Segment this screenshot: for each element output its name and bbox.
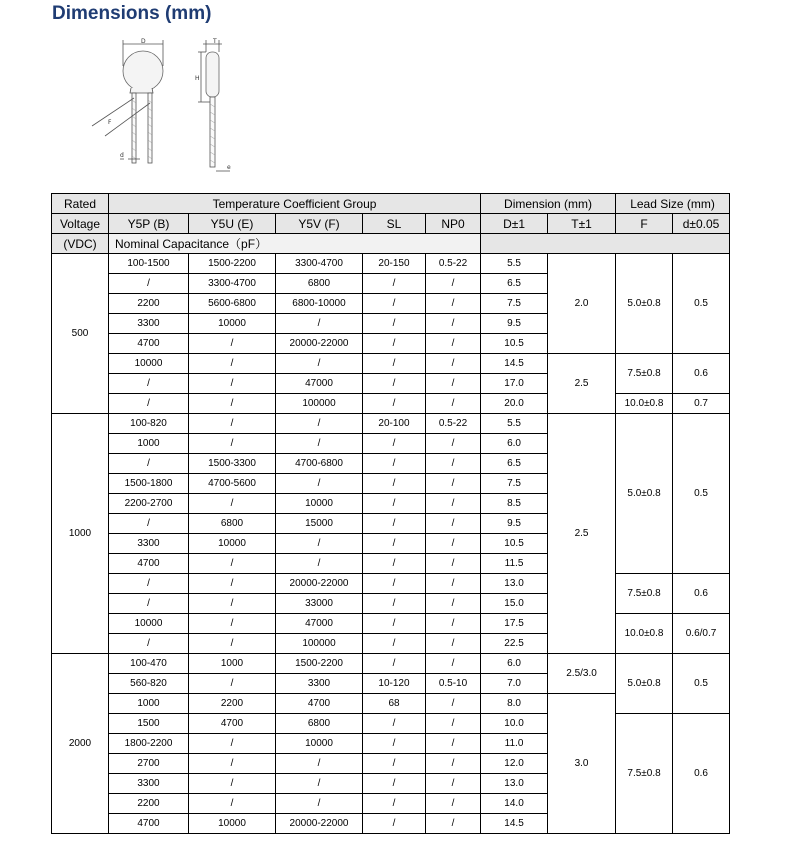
y5u-cell: 1500-3300 [189, 454, 276, 474]
y5v-cell: 33000 [276, 594, 363, 614]
header-voltage: Voltage [52, 214, 109, 234]
y5u-cell: 2200 [189, 694, 276, 714]
capacitor-dimension-diagram [90, 38, 270, 183]
sl-cell: / [363, 714, 426, 734]
capacitor-spec-table [51, 193, 730, 834]
y5p-cell: 10000 [109, 354, 189, 374]
d-cell: 11.5 [481, 554, 548, 574]
sl-cell: / [363, 354, 426, 374]
capacitor-side-body [206, 52, 219, 97]
y5u-cell: / [189, 574, 276, 594]
y5u-cell: / [189, 434, 276, 454]
y5u-cell: 4700-5600 [189, 474, 276, 494]
d-cell: 10.5 [481, 534, 548, 554]
y5p-cell: / [109, 274, 189, 294]
d-cell: 13.0 [481, 574, 548, 594]
d-cell: 6.0 [481, 654, 548, 674]
f-cell: 10.0±0.8 [616, 614, 673, 654]
y5u-cell: / [189, 614, 276, 634]
y5v-cell: 10000 [276, 494, 363, 514]
f-cell: 5.0±0.8 [616, 654, 673, 714]
d-cell: 7.5 [481, 474, 548, 494]
f-cell: 7.5±0.8 [616, 714, 673, 834]
np0-cell: / [426, 694, 481, 714]
y5v-cell: 1500-2200 [276, 654, 363, 674]
np0-cell: 0.5-22 [426, 414, 481, 434]
table-row [52, 254, 730, 274]
d-cell: 5.5 [481, 254, 548, 274]
y5v-cell: / [276, 794, 363, 814]
y5p-cell: 2200 [109, 294, 189, 314]
header-nominal-capacitance: Nominal Capacitance（pF） [109, 234, 481, 254]
d-cell: 22.5 [481, 634, 548, 654]
d-cell: 20.0 [481, 394, 548, 414]
sl-cell: / [363, 614, 426, 634]
lead-right [148, 93, 152, 163]
y5p-cell: / [109, 514, 189, 534]
y5v-cell: 4700-6800 [276, 454, 363, 474]
d-cell: 17.5 [481, 614, 548, 634]
header-t-tolerance: T±1 [548, 214, 616, 234]
header-lead-size: Lead Size (mm) [616, 194, 730, 214]
label-D: D [141, 38, 146, 45]
y5p-cell: 100-1500 [109, 254, 189, 274]
np0-cell: / [426, 494, 481, 514]
y5u-cell: 1500-2200 [189, 254, 276, 274]
rated-voltage-cell: 2000 [52, 654, 109, 834]
f-cell: 7.5±0.8 [616, 354, 673, 394]
y5v-cell: / [276, 554, 363, 574]
y5u-cell: 4700 [189, 714, 276, 734]
t-cell: 2.0 [548, 254, 616, 354]
np0-cell: / [426, 714, 481, 734]
y5u-cell: 3300-4700 [189, 274, 276, 294]
y5u-cell: / [189, 734, 276, 754]
header-dimension: Dimension (mm) [481, 194, 616, 214]
sl-cell: / [363, 654, 426, 674]
np0-cell: / [426, 394, 481, 414]
y5p-cell: 100-470 [109, 654, 189, 674]
y5p-cell: / [109, 594, 189, 614]
y5p-cell: 10000 [109, 614, 189, 634]
table-row [52, 354, 730, 374]
lead-diameter-cell: 0.7 [673, 394, 730, 414]
capacitor-body [123, 51, 163, 91]
y5p-cell: 3300 [109, 314, 189, 334]
y5u-cell: / [189, 374, 276, 394]
sl-cell: / [363, 374, 426, 394]
y5p-cell: 4700 [109, 554, 189, 574]
y5v-cell: 20000-22000 [276, 334, 363, 354]
y5v-cell: / [276, 534, 363, 554]
d-cell: 12.0 [481, 754, 548, 774]
np0-cell: / [426, 474, 481, 494]
sl-cell: / [363, 554, 426, 574]
sl-cell: / [363, 334, 426, 354]
y5u-cell: 10000 [189, 314, 276, 334]
capacitor-bead [130, 88, 153, 93]
sl-cell: / [363, 534, 426, 554]
sl-cell: / [363, 794, 426, 814]
d-cell: 14.5 [481, 814, 548, 834]
np0-cell: / [426, 734, 481, 754]
y5p-cell: / [109, 394, 189, 414]
t-cell: 2.5 [548, 414, 616, 654]
header-vdc: (VDC) [52, 234, 109, 254]
np0-cell: / [426, 754, 481, 774]
np0-cell: / [426, 354, 481, 374]
table-row [52, 654, 730, 674]
y5u-cell: / [189, 334, 276, 354]
y5p-cell: 560-820 [109, 674, 189, 694]
d-cell: 7.5 [481, 294, 548, 314]
sl-cell: 68 [363, 694, 426, 714]
table-row [52, 394, 730, 414]
np0-cell: / [426, 614, 481, 634]
sl-cell: / [363, 594, 426, 614]
y5u-cell: 1000 [189, 654, 276, 674]
y5u-cell: 10000 [189, 534, 276, 554]
y5p-cell: 1000 [109, 694, 189, 714]
lead-left [132, 93, 136, 163]
y5v-cell: / [276, 774, 363, 794]
np0-cell: / [426, 534, 481, 554]
d-cell: 8.5 [481, 494, 548, 514]
header-y5p: Y5P (B) [109, 214, 189, 234]
y5v-cell: 10000 [276, 734, 363, 754]
y5p-cell: 1500-1800 [109, 474, 189, 494]
y5p-cell: 2200 [109, 794, 189, 814]
y5u-cell: / [189, 774, 276, 794]
y5v-cell: / [276, 434, 363, 454]
rated-voltage-cell: 500 [52, 254, 109, 414]
np0-cell: 0.5-10 [426, 674, 481, 694]
y5p-cell: / [109, 634, 189, 654]
label-T: T [213, 38, 217, 45]
d-cell: 15.0 [481, 594, 548, 614]
d-cell: 14.0 [481, 794, 548, 814]
y5p-cell: / [109, 374, 189, 394]
y5v-cell: 6800 [276, 714, 363, 734]
lead-diameter-cell: 0.5 [673, 414, 730, 574]
np0-cell: / [426, 814, 481, 834]
header-y5u: Y5U (E) [189, 214, 276, 234]
header-d-tolerance: D±1 [481, 214, 548, 234]
sl-cell: / [363, 634, 426, 654]
header-f: F [616, 214, 673, 234]
y5u-cell: / [189, 754, 276, 774]
header-rated: Rated [52, 194, 109, 214]
header-np0: NP0 [426, 214, 481, 234]
d-cell: 5.5 [481, 414, 548, 434]
y5v-cell: 3300-4700 [276, 254, 363, 274]
label-F: F [108, 119, 112, 126]
np0-cell: / [426, 654, 481, 674]
header-sl: SL [363, 214, 426, 234]
rated-voltage-cell: 1000 [52, 414, 109, 654]
y5u-cell: / [189, 554, 276, 574]
y5p-cell: 1500 [109, 714, 189, 734]
d-cell: 14.5 [481, 354, 548, 374]
y5v-cell: / [276, 354, 363, 374]
y5p-cell: / [109, 454, 189, 474]
y5v-cell: 47000 [276, 374, 363, 394]
lead-diameter-cell: 0.6 [673, 714, 730, 834]
y5u-cell: / [189, 634, 276, 654]
y5u-cell: / [189, 674, 276, 694]
np0-cell: / [426, 314, 481, 334]
y5p-cell: 1800-2200 [109, 734, 189, 754]
d-cell: 11.0 [481, 734, 548, 754]
t-cell: 2.5 [548, 354, 616, 414]
sl-cell: / [363, 754, 426, 774]
y5p-cell: 2200-2700 [109, 494, 189, 514]
y5u-cell: / [189, 414, 276, 434]
d-cell: 17.0 [481, 374, 548, 394]
sl-cell: / [363, 494, 426, 514]
sl-cell: / [363, 314, 426, 334]
np0-cell: / [426, 514, 481, 534]
y5v-cell: 15000 [276, 514, 363, 534]
table-row [52, 614, 730, 634]
lead-diameter-cell: 0.6 [673, 574, 730, 614]
d-cell: 6.5 [481, 274, 548, 294]
np0-cell: 0.5-22 [426, 254, 481, 274]
np0-cell: / [426, 774, 481, 794]
y5p-cell: 4700 [109, 334, 189, 354]
header-temperature-coefficient-group: Temperature Coefficient Group [109, 194, 481, 214]
y5v-cell: 47000 [276, 614, 363, 634]
y5u-cell: 10000 [189, 814, 276, 834]
sl-cell: 20-150 [363, 254, 426, 274]
np0-cell: / [426, 574, 481, 594]
d-cell: 7.0 [481, 674, 548, 694]
f-cell: 5.0±0.8 [616, 414, 673, 574]
label-d: d [120, 152, 124, 159]
sl-cell: / [363, 394, 426, 414]
y5p-cell: 3300 [109, 774, 189, 794]
d-cell: 6.5 [481, 454, 548, 474]
header-y5v: Y5V (F) [276, 214, 363, 234]
table-row [52, 574, 730, 594]
y5v-cell: 100000 [276, 394, 363, 414]
y5p-cell: / [109, 574, 189, 594]
sl-cell: 20-100 [363, 414, 426, 434]
table-row [52, 714, 730, 734]
sl-cell: / [363, 294, 426, 314]
sl-cell: / [363, 274, 426, 294]
np0-cell: / [426, 554, 481, 574]
y5u-cell: / [189, 594, 276, 614]
label-H: H [195, 75, 200, 82]
lead-diameter-cell: 0.6 [673, 354, 730, 394]
y5v-cell: 4700 [276, 694, 363, 714]
y5v-cell: 20000-22000 [276, 814, 363, 834]
sl-cell: / [363, 474, 426, 494]
y5p-cell: 100-820 [109, 414, 189, 434]
sl-cell: 10-120 [363, 674, 426, 694]
lead-diameter-cell: 0.5 [673, 254, 730, 354]
t-cell: 3.0 [548, 694, 616, 834]
np0-cell: / [426, 274, 481, 294]
y5u-cell: / [189, 354, 276, 374]
np0-cell: / [426, 454, 481, 474]
d-cell: 10.0 [481, 714, 548, 734]
y5p-cell: 1000 [109, 434, 189, 454]
page-title: Dimensions (mm) [52, 3, 212, 24]
y5v-cell: / [276, 314, 363, 334]
sl-cell: / [363, 734, 426, 754]
f-cell: 10.0±0.8 [616, 394, 673, 414]
y5u-cell: 6800 [189, 514, 276, 534]
f-cell: 5.0±0.8 [616, 254, 673, 354]
d-cell: 6.0 [481, 434, 548, 454]
sl-cell: / [363, 434, 426, 454]
table-body [52, 254, 730, 834]
np0-cell: / [426, 374, 481, 394]
sl-cell: / [363, 774, 426, 794]
sl-cell: / [363, 454, 426, 474]
sl-cell: / [363, 814, 426, 834]
d-cell: 13.0 [481, 774, 548, 794]
np0-cell: / [426, 634, 481, 654]
lead-diameter-cell: 0.6/0.7 [673, 614, 730, 654]
y5u-cell: / [189, 394, 276, 414]
header-lead-diameter: d±0.05 [673, 214, 730, 234]
d-cell: 9.5 [481, 314, 548, 334]
y5p-cell: 4700 [109, 814, 189, 834]
y5v-cell: 3300 [276, 674, 363, 694]
y5p-cell: 3300 [109, 534, 189, 554]
np0-cell: / [426, 434, 481, 454]
y5v-cell: 100000 [276, 634, 363, 654]
d-cell: 8.0 [481, 694, 548, 714]
lead-diameter-cell: 0.5 [673, 654, 730, 714]
header-blank [481, 234, 730, 254]
np0-cell: / [426, 334, 481, 354]
d-cell: 10.5 [481, 334, 548, 354]
d-cell: 9.5 [481, 514, 548, 534]
t-cell: 2.5/3.0 [548, 654, 616, 694]
label-e: e [227, 164, 231, 171]
y5v-cell: / [276, 474, 363, 494]
y5v-cell: 20000-22000 [276, 574, 363, 594]
y5v-cell: / [276, 754, 363, 774]
y5u-cell: / [189, 794, 276, 814]
sl-cell: / [363, 574, 426, 594]
table-row [52, 414, 730, 434]
y5u-cell: / [189, 494, 276, 514]
y5v-cell: / [276, 414, 363, 434]
np0-cell: / [426, 294, 481, 314]
sl-cell: / [363, 514, 426, 534]
y5p-cell: 2700 [109, 754, 189, 774]
np0-cell: / [426, 794, 481, 814]
y5v-cell: 6800-10000 [276, 294, 363, 314]
y5v-cell: 6800 [276, 274, 363, 294]
y5u-cell: 5600-6800 [189, 294, 276, 314]
f-cell: 7.5±0.8 [616, 574, 673, 614]
np0-cell: / [426, 594, 481, 614]
